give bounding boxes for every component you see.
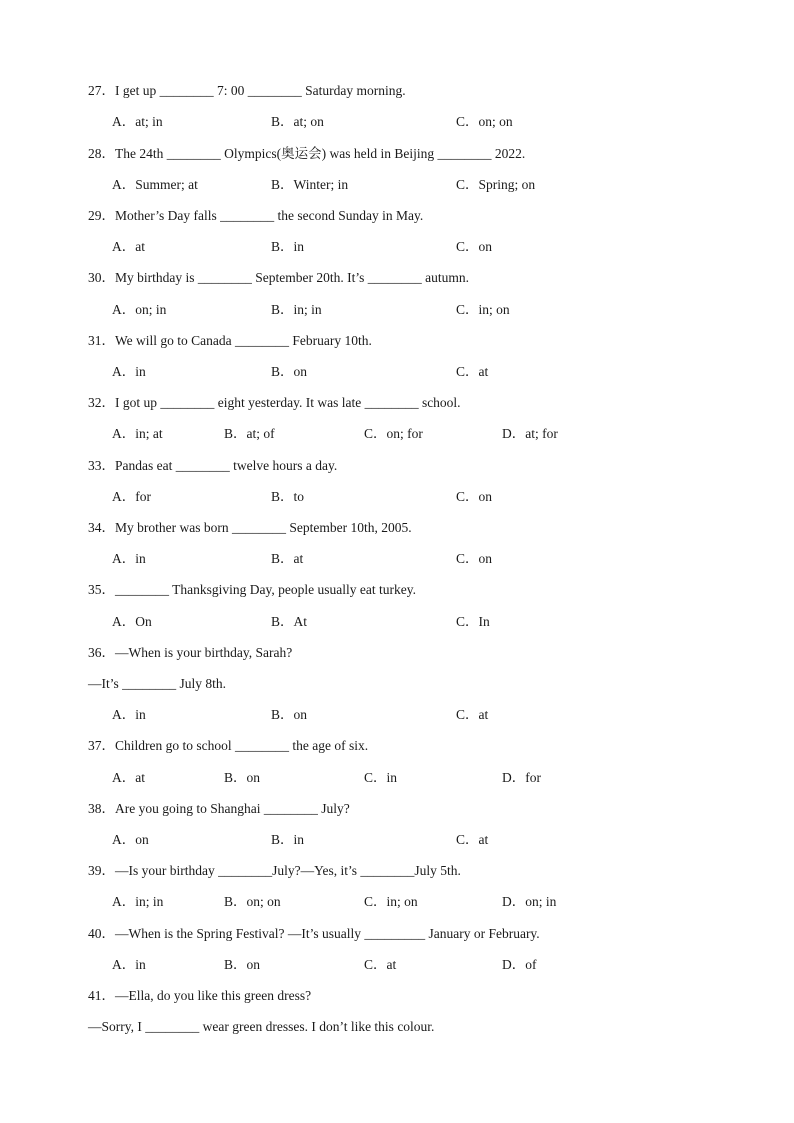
option-d: D．of xyxy=(502,957,537,972)
question-37: 37．Children go to school ________ the age of six. xyxy=(88,738,369,753)
question-33: 33．Pandas eat ________ twelve hours a day. xyxy=(88,458,338,473)
option-c: C．in xyxy=(364,770,398,785)
option-c: C．In xyxy=(456,614,490,629)
question-38: 38．Are you going to Shanghai ________ July? xyxy=(88,801,350,816)
option-a: A．in xyxy=(112,551,146,566)
option-c: C．in; on xyxy=(364,894,418,909)
option-a: A．in xyxy=(112,957,146,972)
option-d: D．on; in xyxy=(502,894,557,909)
option-b: B．to xyxy=(271,489,305,504)
option-b: B．in xyxy=(271,832,305,847)
question-27: 27．I get up ________ 7: 00 ________ Saturday morning. xyxy=(88,83,406,98)
question-32: 32．I got up ________ eight yesterday. It was late ________ school. xyxy=(88,395,461,410)
option-b: B．in xyxy=(271,239,305,254)
question-39: 39．—Is your birthday ________July?—Yes, it’s ________July 5th. xyxy=(88,863,461,878)
option-a: A．at; in xyxy=(112,114,163,129)
option-b: B．on xyxy=(224,770,261,785)
option-b: B．at xyxy=(271,551,304,566)
option-a: A．in xyxy=(112,707,146,722)
question-36: 36．—When is your birthday, Sarah? xyxy=(88,645,293,660)
option-a: A．Summer; at xyxy=(112,177,198,192)
option-c: C．at xyxy=(364,957,397,972)
option-a: A．at xyxy=(112,770,145,785)
question-40: 40．—When is the Spring Festival? —It’s usually _________ January or February. xyxy=(88,926,540,941)
option-c: C．on xyxy=(456,551,493,566)
option-a: A．in xyxy=(112,364,146,379)
option-b: B．on xyxy=(271,707,308,722)
option-c: C．in; on xyxy=(456,302,510,317)
question-35: 35．________ Thanksgiving Day, people usually eat turkey. xyxy=(88,582,416,597)
question-31: 31．We will go to Canada ________ February 10th. xyxy=(88,333,372,348)
option-b: B．on; on xyxy=(224,894,281,909)
option-c: C．on xyxy=(456,489,493,504)
option-b: B．At xyxy=(271,614,308,629)
question-41-reply: —Sorry, I ________ wear green dresses. I don’t like this colour. xyxy=(88,1019,435,1034)
option-d: D．for xyxy=(502,770,541,785)
option-a: A．in; in xyxy=(112,894,164,909)
option-c: C．Spring; on xyxy=(456,177,536,192)
question-29: 29．Mother’s Day falls ________ the second Sunday in May. xyxy=(88,208,424,223)
option-b: B．on xyxy=(224,957,261,972)
option-a: A．for xyxy=(112,489,151,504)
option-a: A．on xyxy=(112,832,149,847)
option-b: B．at; of xyxy=(224,426,275,441)
option-d: D．at; for xyxy=(502,426,558,441)
option-a: A．On xyxy=(112,614,152,629)
option-b: B．in; in xyxy=(271,302,322,317)
option-c: C．on; on xyxy=(456,114,513,129)
question-30: 30．My birthday is ________ September 20th. It’s ________ autumn. xyxy=(88,270,469,285)
option-b: B．on xyxy=(271,364,308,379)
option-a: A．on; in xyxy=(112,302,167,317)
option-c: C．on; for xyxy=(364,426,423,441)
question-34: 34．My brother was born ________ September 10th, 2005. xyxy=(88,520,412,535)
option-b: B．at; on xyxy=(271,114,324,129)
option-c: C．at xyxy=(456,707,489,722)
option-c: C．at xyxy=(456,364,489,379)
question-28: 28．The 24th ________ Olympics(奥运会) was held in Beijing ________ 2022. xyxy=(88,146,526,161)
option-c: C．on xyxy=(456,239,493,254)
question-41: 41．—Ella, do you like this green dress? xyxy=(88,988,312,1003)
question-36-reply: —It’s ________ July 8th. xyxy=(88,676,227,691)
option-b: B．Winter; in xyxy=(271,177,349,192)
option-a: A．at xyxy=(112,239,145,254)
option-c: C．at xyxy=(456,832,489,847)
option-a: A．in; at xyxy=(112,426,163,441)
